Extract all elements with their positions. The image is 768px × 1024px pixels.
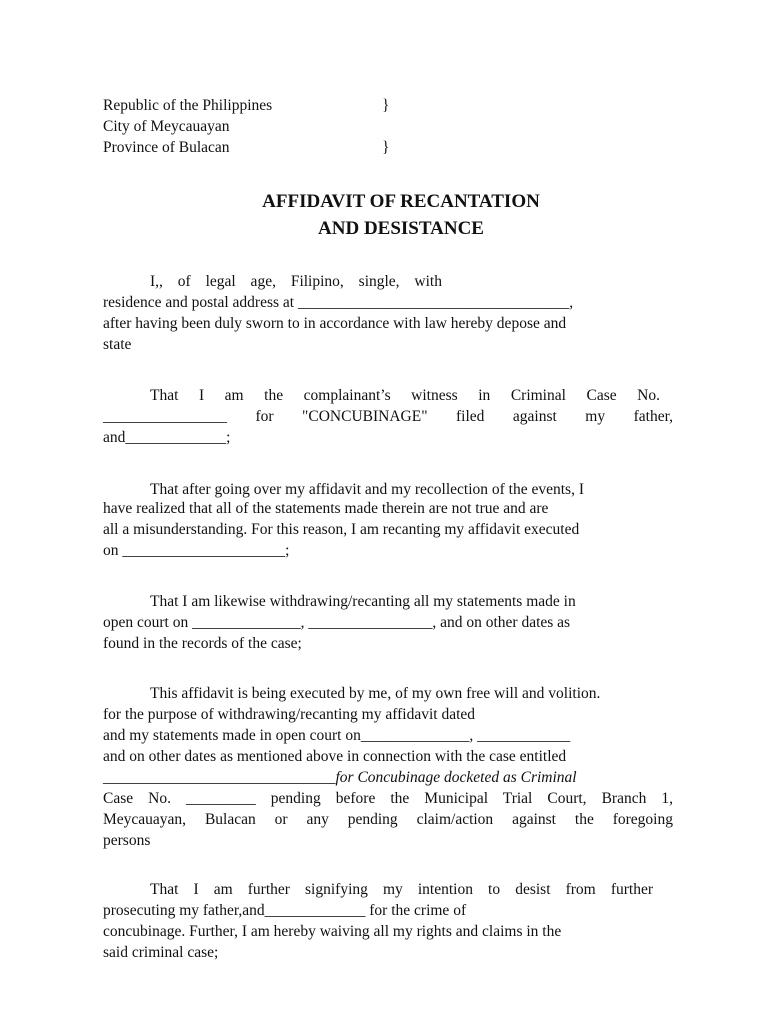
header-city: City of Meycauayan bbox=[103, 118, 230, 135]
header-brace-1: } bbox=[382, 97, 390, 114]
p4-line-1: That I am likewise withdrawing/recanting all my statements made in bbox=[150, 593, 576, 610]
header-brace-2: } bbox=[382, 139, 390, 156]
p6-line-3: concubinage. Further, I am hereby waiving all my rights and claims in the bbox=[103, 923, 562, 940]
header-province: Province of Bulacan bbox=[103, 139, 230, 156]
p5-line-7: Meycauayan, Bulacan or any pending claim/action against the foregoing bbox=[103, 811, 673, 828]
p5-line-1: This affidavit is being executed by me, of my own free will and volition. bbox=[150, 685, 601, 702]
p4-line-3: found in the records of the case; bbox=[103, 635, 302, 652]
p5-line-3: and my statements made in open court on______________, ____________ bbox=[103, 727, 571, 744]
p5-line-5 bbox=[103, 768, 577, 788]
p2-line-3: and_____________; bbox=[103, 429, 231, 446]
p5-line-2: for the purpose of withdrawing/recanting my affidavit dated bbox=[103, 706, 476, 723]
p5-line-8: persons bbox=[103, 832, 151, 849]
p2-line-1: That I am the complainant’s witness in Criminal Case No. bbox=[150, 387, 660, 404]
p6-line-2: prosecuting my father,and_____________ for the crime of bbox=[103, 902, 467, 919]
p5-line-4: and on other dates as mentioned above in connection with the case entitled bbox=[103, 748, 567, 765]
p3-line-2: have realized that all of the statements made therein are not true and are bbox=[103, 500, 549, 517]
document-title-line-1: AFFIDAVIT OF RECANTATION bbox=[262, 191, 540, 212]
p4-line-2: open court on ______________, ________________, and on other dates as bbox=[103, 614, 571, 631]
p5-line-5-italic: for Concubinage docketed as Criminal bbox=[335, 769, 577, 786]
p6-line-1: That I am further signifying my intention to desist from further bbox=[150, 881, 653, 898]
p6-line-4: said criminal case; bbox=[103, 944, 219, 961]
p1-line-1: I,, of legal age, Filipino, single, with bbox=[150, 273, 442, 290]
p3-line-1: That after going over my affidavit and my recollection of the events, I bbox=[150, 481, 584, 498]
p1-line-2: residence and postal address at ___________________________________, bbox=[103, 294, 574, 311]
header-republic: Republic of the Philippines bbox=[103, 97, 273, 114]
p5-line-5-blank: ______________________________ bbox=[103, 769, 336, 786]
p1-line-4: state bbox=[103, 336, 132, 353]
document-title-line-2: AND DESISTANCE bbox=[318, 218, 484, 239]
p2-line-2: ________________ for "CONCUBINAGE" filed against my father, bbox=[103, 408, 673, 425]
p3-line-3: all a misunderstanding. For this reason, I am recanting my affidavit executed bbox=[103, 521, 580, 538]
p5-line-6: Case No. _________ pending before the Municipal Trial Court, Branch 1, bbox=[103, 790, 673, 807]
p3-line-4: on _____________________; bbox=[103, 542, 290, 559]
p1-line-3: after having been duly sworn to in accordance with law hereby depose and bbox=[103, 315, 567, 332]
